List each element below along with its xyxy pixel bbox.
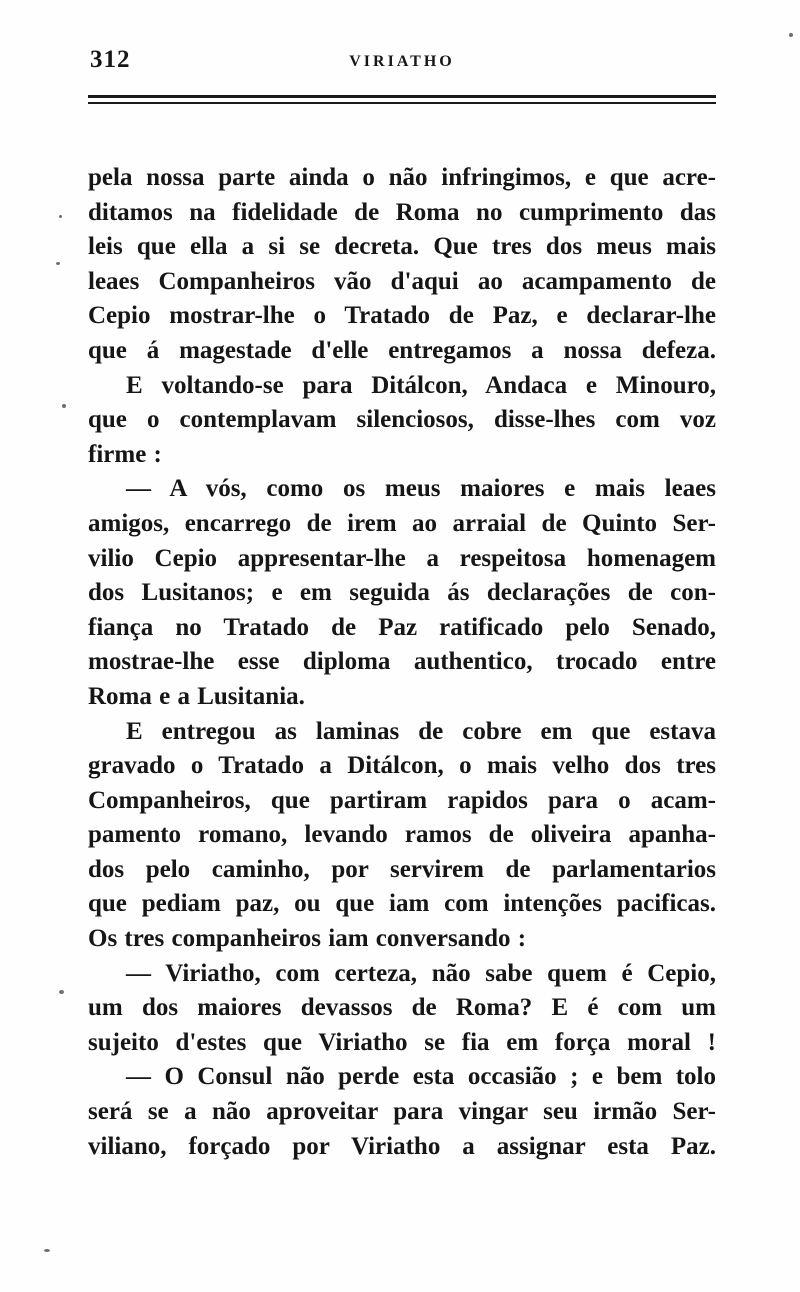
text-line: viliano, forçado por Viriatho a assignar esta Paz. [88, 1132, 716, 1160]
text-line: fiança no Tratado de Paz ratificado pelo Senado, [88, 613, 716, 641]
page-number: 312 [90, 46, 131, 73]
header-rule [88, 95, 716, 104]
text-line: Roma e a Lusitania. [88, 682, 305, 710]
text-line: ditamos na fidelidade de Roma no cumprimento das [88, 198, 716, 226]
text-line: Os tres companheiros iam conversando : [88, 925, 527, 953]
text-line: amigos, encarrego de irem ao arraial de Quinto Ser- [88, 509, 716, 537]
running-title: VIRIATHO [349, 53, 455, 70]
text-line: pela nossa parte ainda o não infringimos, e que acre- [88, 164, 716, 191]
paragraph [88, 369, 716, 473]
text-line: leis que ella a si se decreta. Que tres dos meus mais [88, 233, 716, 261]
text-line: firme : [88, 440, 162, 468]
text-line: mostrae-lhe esse diploma authentico, trocado entre [88, 648, 716, 676]
scan-speck [62, 404, 66, 408]
text-line: — A vós, como os meus maiores e mais leaes [126, 475, 716, 503]
scan-speck [789, 33, 793, 37]
text-line: — Viriatho, com certeza, não sabe quem é Cepio, [126, 959, 716, 987]
paragraph [88, 1060, 716, 1164]
text-line: dos Lusitanos; e em seguida ás declarações de con- [88, 579, 716, 607]
text-line: será se a não aproveitar para vingar seu irmão Ser- [88, 1098, 716, 1126]
text-line: vilio Cepio appresentar-lhe a respeitosa homenagem [88, 544, 716, 572]
scan-speck [56, 262, 60, 265]
text-line: E voltando-se para Ditálcon, Andaca e Minouro, [126, 371, 716, 399]
paragraph [88, 715, 716, 957]
paragraph [88, 957, 716, 1061]
body-text [88, 161, 716, 1164]
text-line: E entregou as laminas de cobre em que estava [126, 717, 716, 745]
paragraph [88, 472, 716, 714]
text-line: que o contemplavam silenciosos, disse-lhes com voz [88, 406, 716, 434]
text-line: — O Consul não perde esta occasião ; e bem tolo [126, 1063, 716, 1091]
text-line: Companheiros, que partiram rapidos para o acam- [88, 786, 716, 814]
text-line: gravado o Tratado a Ditálcon, o mais velho dos tres [88, 752, 716, 780]
scan-speck [59, 215, 62, 218]
header-rule-top [88, 95, 716, 98]
text-line: que pediam paz, ou que iam com intenções pacificas. [88, 890, 716, 918]
header-rule-bottom [88, 102, 716, 104]
scan-speck [44, 1249, 50, 1252]
text-line: sujeito d'estes que Viriatho se fia em força moral ! [88, 1028, 716, 1056]
text-line: pamento romano, levando ramos de oliveira apanha- [88, 821, 716, 849]
text-line: que á magestade d'elle entregamos a nossa defeza. [88, 336, 716, 364]
scan-speck [59, 990, 64, 994]
text-line: um dos maiores devassos de Roma? E é com um [88, 994, 716, 1022]
text-line: leaes Companheiros vão d'aqui ao acampamento de [88, 267, 716, 295]
text-line: dos pelo caminho, por servirem de parlamentarios [88, 855, 716, 883]
text-line: Cepio mostrar-lhe o Tratado de Paz, e declarar-lhe [88, 302, 716, 330]
page-header [88, 46, 716, 82]
paragraph [88, 161, 716, 369]
